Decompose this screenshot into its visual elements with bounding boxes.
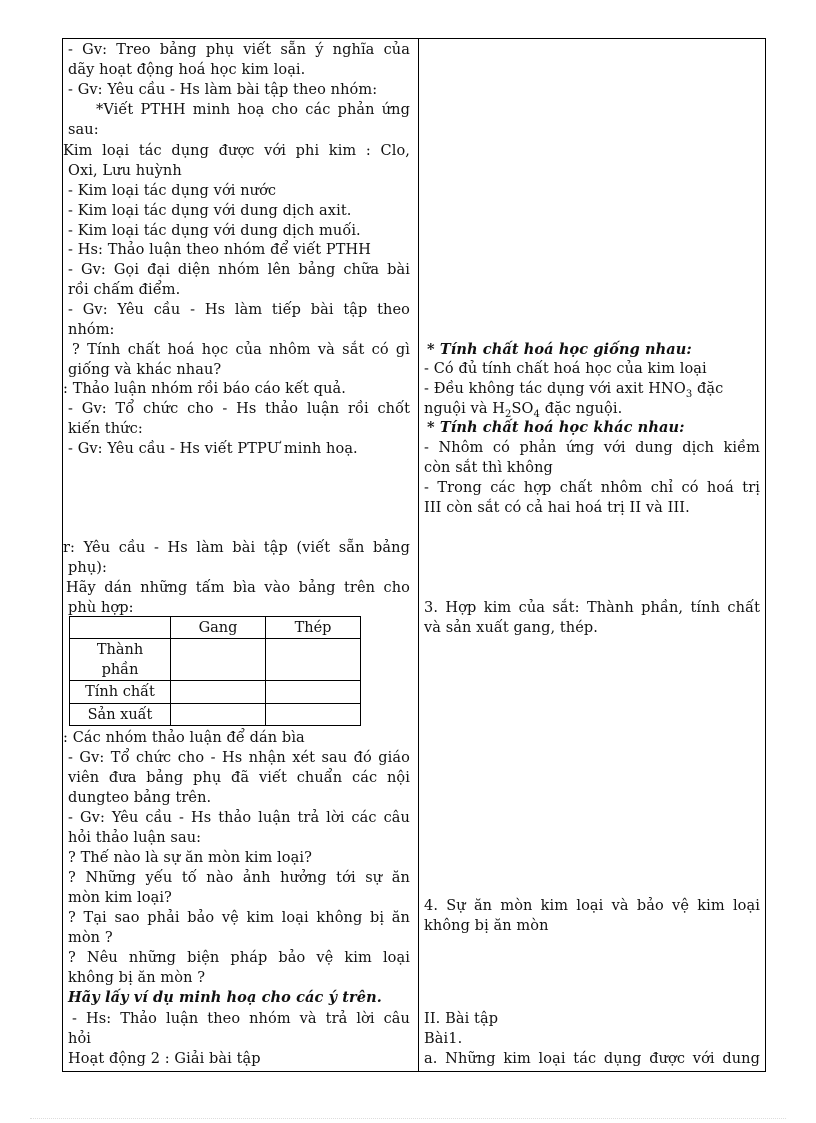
left-line: ? Nêu những biện pháp bảo vệ kim loại [68,950,410,966]
table-cell [171,704,266,726]
left-line: r: Yêu cầu - Hs làm bài tập (viết sẵn bảng [63,540,410,556]
left-line: - Gv: Yêu cầu - Hs làm tiếp bài tập theo [68,302,410,318]
left-line: Oxi, Lưu huỳnh [68,163,182,179]
left-line: *Viết PTHH minh hoạ cho các phản ứng [96,102,410,118]
left-line: hỏi thảo luận sau: [68,830,202,846]
left-line: - Kim loại tác dụng với dung dịch axit. [68,203,352,219]
left-line: giống và khác nhau? [68,362,222,378]
right-line: a. Những kim loại tác dụng được với dung [424,1051,760,1067]
left-line: - Gv: Yêu cầu - Hs viết PTPƯ minh hoạ. [68,441,358,457]
table-cell [171,681,266,704]
right-line: - Nhôm có phản ứng với dung dịch kiềm [424,440,760,456]
left-line: - Gv: Yêu cầu - Hs thảo luận trả lời các câu [68,810,410,826]
right-line: - Trong các hợp chất nhôm chỉ có hoá trị [424,480,760,496]
right-heading: * Tính chất hoá học khác nhau: [427,419,685,436]
left-line: dungteo bảng trên. [68,790,212,806]
right-text: SO [511,401,534,417]
left-line: ? Tại sao phải bảo vệ kim loại không bị ăn [68,910,410,926]
right-line: - Có đủ tính chất hoá học của kim loại [424,361,707,377]
table-cell [266,639,361,681]
left-line: sau: [68,122,99,138]
table-row-label: Thành phần [70,639,171,681]
table-header-empty [70,617,171,639]
left-line: mòn ? [68,930,113,946]
right-line: Bài1. [424,1031,463,1047]
left-line: phụ): [68,560,108,576]
right-line: III còn sắt có cả hai hoá trị II và III. [424,500,690,516]
table-cell [171,639,266,681]
left-line: mòn kim loại? [68,890,172,906]
right-line: và sản xuất gang, thép. [424,620,599,636]
left-line: - Gv: Tổ chức cho - Hs nhận xét sau đó giáo [68,750,410,766]
left-line: Hãy dán những tấm bìa vào bảng trên cho [66,580,410,596]
left-line: - Gv: Yêu cầu - Hs làm bài tập theo nhóm: [68,82,378,98]
left-line: ? Những yếu tố nào ảnh hưởng tới sự ăn [68,870,410,886]
table-row-label: Tính chất [70,681,171,704]
table-row-label: Sản xuất [70,704,171,726]
subscript: 3 [685,388,693,400]
right-line-hno3 [424,379,760,399]
left-line: kiến thức: [68,421,143,437]
column-divider [418,39,419,1071]
table-cell [266,681,361,704]
left-line: viên đưa bảng phụ đã viết chuẩn các nội [68,770,410,786]
right-text: nguội và H [424,401,506,417]
left-line: - Gv: Treo bảng phụ viết sẵn ý nghĩa của [68,42,410,58]
left-line: ? Tính chất hoá học của nhôm và sắt có gì [72,342,410,358]
right-line: II. Bài tập [424,1011,499,1027]
subscript: 2 [505,408,512,420]
subscript: 4 [533,408,540,420]
left-line: rồi chấm điểm. [68,282,181,298]
left-line: Hoạt động 2 : Giải bài tập [68,1051,261,1067]
footer-rule [30,1118,786,1119]
right-line: còn sắt thì không [424,460,553,476]
left-line: - Gv: Gọi đại diện nhóm lên bảng chữa bài [68,262,410,278]
left-line: phù hợp: [68,600,134,616]
table-header-gang: Gang [171,617,266,639]
right-line: 3. Hợp kim của sắt: Thành phần, tính chất [424,600,760,616]
left-line: : Các nhóm thảo luận để dán bìa [63,730,305,746]
left-line: : Thảo luận nhóm rồi báo cáo kết quả. [63,381,346,397]
right-text: đặc nguội. [540,401,623,417]
table-cell [266,704,361,726]
left-line: - Hs: Thảo luận theo nhóm để viết PTHH [68,242,372,258]
right-line-h2so4 [424,399,622,419]
left-line: nhóm: [68,322,115,338]
alloy-table [69,616,361,726]
right-line: 4. Sự ăn mòn kim loại và bảo vệ kim loại [424,898,760,914]
left-line: Kim loại tác dụng được với phi kim : Clo, [63,143,410,159]
left-line: - Hs: Thảo luận theo nhóm và trả lời câu [72,1011,410,1027]
left-line: - Kim loại tác dụng với dung dịch muối. [68,223,361,239]
right-text: đặc [692,381,724,397]
left-line: không bị ăn mòn ? [68,970,206,986]
left-line: hỏi [68,1031,92,1047]
left-line: dãy hoạt động hoá học kim loại. [68,62,306,78]
left-line: - Gv: Tổ chức cho - Hs thảo luận rồi chốt [68,401,410,417]
right-line: không bị ăn mòn [424,918,549,934]
table-header-thep: Thép [266,617,361,639]
right-heading: * Tính chất hoá học giống nhau: [427,341,692,358]
right-text: - Đều không tác dụng với axit HNO [424,381,686,397]
left-line-emphasis: Hãy lấy ví dụ minh hoạ cho các ý trên. [68,989,382,1006]
left-line: ? Thế nào là sự ăn mòn kim loại? [68,850,312,866]
left-line: - Kim loại tác dụng với nước [68,183,277,199]
